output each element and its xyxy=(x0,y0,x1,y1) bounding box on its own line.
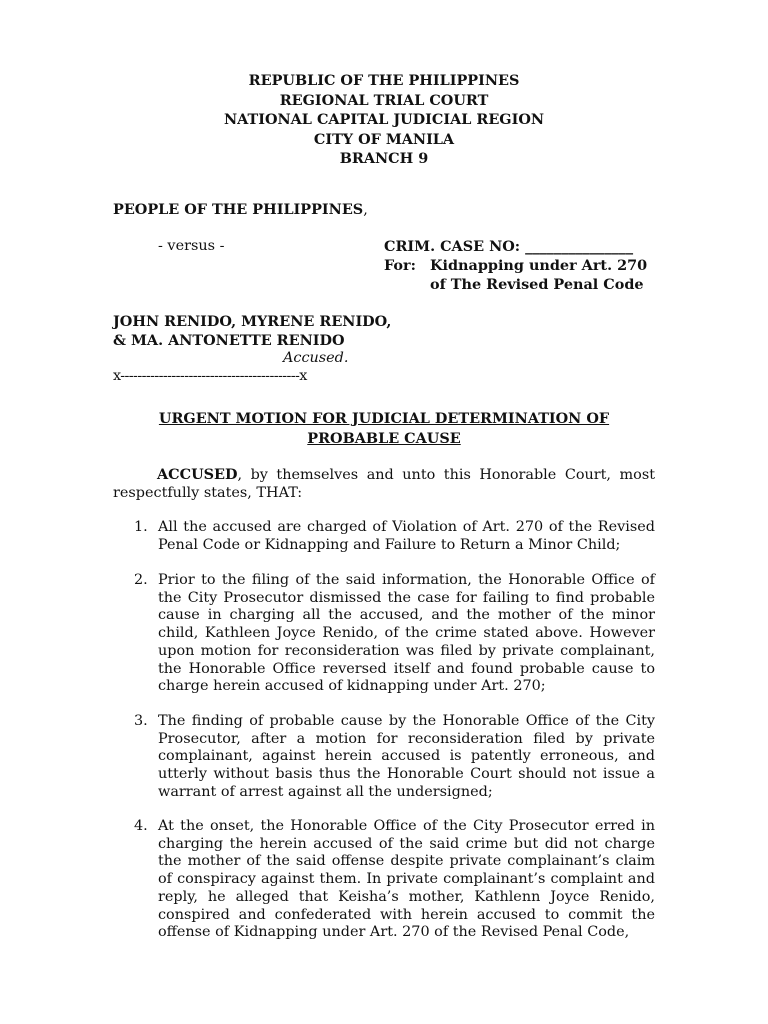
header-line-branch: BRANCH 9 xyxy=(339,150,429,167)
charge-line-2: of The Revised Penal Code xyxy=(430,276,644,293)
case-number-label: CRIM. CASE NO: _______________ xyxy=(384,238,634,255)
header-line-republic: REPUBLIC OF THE PHILIPPINES xyxy=(248,72,520,89)
defendants-line-1: JOHN RENIDO, MYRENE RENIDO, xyxy=(113,313,392,330)
intro-paragraph xyxy=(113,466,655,502)
motion-title xyxy=(0,409,768,449)
item-text-2: Prior to the filing of the said information, the Honorable Office of the City Prosecutor dismissed the case for failing to find probable cause in charging all the accused, and the mother of the minor child, Kathleen Joyce Renido, of the crime stated above. However upon motion for reconsideration was filed by private complainant, the Honorable Office reversed itself and found probable cause to charge herein accused of kidnapping under Art. 270; xyxy=(158,572,655,695)
plaintiff-name: PEOPLE OF THE PHILIPPINES xyxy=(113,201,364,218)
header-line-city: CITY OF MANILA xyxy=(313,130,455,148)
motion-title-line-1: URGENT MOTION FOR JUDICIAL DETERMINATION OF xyxy=(158,410,610,427)
plaintiff-line xyxy=(113,201,368,218)
item-number-3: 3. xyxy=(134,713,148,729)
intro-lead: ACCUSED xyxy=(157,466,238,483)
for-label: For: xyxy=(384,257,416,274)
item-number-1: 1. xyxy=(134,519,148,535)
versus-label: - versus - xyxy=(158,238,225,254)
intro-rest: , by themselves and unto this Honorable Court, most respectfully states, THAT: xyxy=(113,467,655,501)
item-number-2: 2. xyxy=(134,572,148,588)
header-line-region: NATIONAL CAPITAL JUDICIAL REGION xyxy=(223,111,545,128)
item-number-4: 4. xyxy=(134,818,148,834)
charge-line-1: Kidnapping under Art. 270 xyxy=(430,257,648,274)
court-header xyxy=(0,71,768,169)
plaintiff-comma: , xyxy=(363,202,368,218)
caption-separator: x------------------------------------------x xyxy=(113,368,307,384)
motion-title-line-2: PROBABLE CAUSE xyxy=(307,430,461,447)
item-text-1: All the accused are charged of Violation of Art. 270 of the Revised Penal Code or Kidnapping and Failure to Return a Minor Child; xyxy=(158,519,655,553)
defendants-line-2: & MA. ANTONETTE RENIDO xyxy=(113,332,345,349)
accused-label: Accused. xyxy=(283,350,349,366)
item-text-3: The finding of probable cause by the Honorable Office of the City Prosecutor, after a motion for reconsideration filed by private complainant, against herein accused is patently erroneous, and utterly without basis thus the Honorable Court should not issue a warrant of arrest against all the undersigned; xyxy=(158,713,655,800)
item-text-4: At the onset, the Honorable Office of the City Prosecutor erred in charging the herein accused of the said crime but did not charge the mother of the said offense despite private complainant’s claim of conspiracy against them. In private complainant’s complaint and reply, he alleged that Keisha’s mother, Kathlenn Joyce Renido, conspired and confederated with herein accused to commit the offense of Kidnapping under Art. 270 of the Revised Penal Code, xyxy=(158,818,655,941)
header-line-court: REGIONAL TRIAL COURT xyxy=(279,91,489,109)
